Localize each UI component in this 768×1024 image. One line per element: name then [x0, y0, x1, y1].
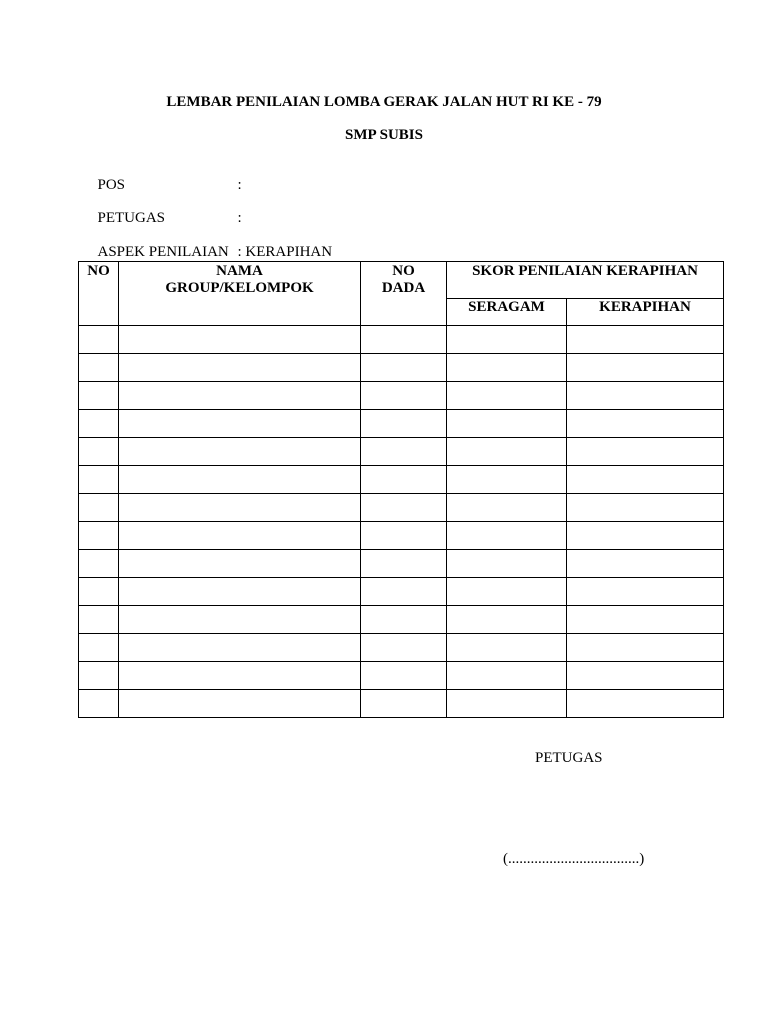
cell-seragam[interactable]: [447, 634, 567, 662]
table-row: [79, 634, 724, 662]
table-row: [79, 494, 724, 522]
cell-nama[interactable]: [119, 662, 361, 690]
cell-seragam[interactable]: [447, 382, 567, 410]
cell-kerapihan[interactable]: [567, 410, 724, 438]
cell-no-dada[interactable]: [361, 494, 447, 522]
cell-kerapihan[interactable]: [567, 438, 724, 466]
field-aspek-label: ASPEK PENILAIAN: [97, 244, 229, 260]
table-row: [79, 354, 724, 382]
cell-kerapihan[interactable]: [567, 494, 724, 522]
cell-nama[interactable]: [119, 606, 361, 634]
cell-no-dada[interactable]: [361, 354, 447, 382]
cell-no-dada[interactable]: [361, 438, 447, 466]
cell-nama[interactable]: [119, 494, 361, 522]
cell-seragam[interactable]: [447, 438, 567, 466]
signature-label: PETUGAS: [535, 750, 603, 766]
table-row: [79, 690, 724, 718]
field-petugas-label: PETUGAS: [97, 210, 166, 226]
scoring-table: [78, 261, 724, 718]
header-seragam: SERAGAM: [447, 299, 567, 326]
field-aspek-separator: :: [237, 244, 242, 260]
cell-nama[interactable]: [119, 466, 361, 494]
cell-no[interactable]: [79, 382, 119, 410]
cell-nama[interactable]: [119, 354, 361, 382]
cell-seragam[interactable]: [447, 326, 567, 354]
cell-no-dada[interactable]: [361, 662, 447, 690]
table-body: [79, 326, 724, 718]
cell-kerapihan[interactable]: [567, 578, 724, 606]
cell-no-dada[interactable]: [361, 606, 447, 634]
cell-no[interactable]: [79, 438, 119, 466]
cell-no[interactable]: [79, 410, 119, 438]
cell-no-dada[interactable]: [361, 634, 447, 662]
page-title: LEMBAR PENILAIAN LOMBA GERAK JALAN HUT RI KE - 79: [166, 94, 602, 110]
field-petugas-separator: :: [237, 210, 242, 226]
cell-kerapihan[interactable]: [567, 354, 724, 382]
signature-line: (...................................): [503, 851, 645, 867]
cell-kerapihan[interactable]: [567, 634, 724, 662]
cell-kerapihan[interactable]: [567, 606, 724, 634]
cell-nama[interactable]: [119, 522, 361, 550]
cell-seragam[interactable]: [447, 466, 567, 494]
header-kerapihan: KERAPIHAN: [567, 299, 724, 326]
field-pos-separator: :: [237, 177, 242, 193]
table-row: [79, 410, 724, 438]
cell-kerapihan[interactable]: [567, 662, 724, 690]
cell-nama[interactable]: [119, 382, 361, 410]
cell-seragam[interactable]: [447, 578, 567, 606]
field-pos-label: POS: [97, 177, 126, 193]
table-row: [79, 662, 724, 690]
cell-kerapihan[interactable]: [567, 690, 724, 718]
table-row: [79, 522, 724, 550]
table-row: [79, 326, 724, 354]
cell-no-dada[interactable]: [361, 522, 447, 550]
cell-nama[interactable]: [119, 438, 361, 466]
table-row: [79, 578, 724, 606]
cell-no-dada[interactable]: [361, 550, 447, 578]
cell-no-dada[interactable]: [361, 578, 447, 606]
table-row: [79, 550, 724, 578]
cell-nama[interactable]: [119, 578, 361, 606]
cell-nama[interactable]: [119, 326, 361, 354]
cell-seragam[interactable]: [447, 354, 567, 382]
field-petugas: [90, 193, 242, 227]
cell-seragam[interactable]: [447, 522, 567, 550]
cell-kerapihan[interactable]: [567, 522, 724, 550]
cell-no[interactable]: [79, 690, 119, 718]
table-row: [79, 466, 724, 494]
cell-no[interactable]: [79, 326, 119, 354]
cell-nama[interactable]: [119, 690, 361, 718]
cell-no-dada[interactable]: [361, 466, 447, 494]
cell-seragam[interactable]: [447, 550, 567, 578]
table-row: [79, 606, 724, 634]
cell-nama[interactable]: [119, 550, 361, 578]
cell-seragam[interactable]: [447, 662, 567, 690]
cell-seragam[interactable]: [447, 494, 567, 522]
school-name: SMP SUBIS: [345, 127, 423, 143]
header-no-dada: NO DADA: [361, 262, 447, 326]
table-row: [79, 382, 724, 410]
cell-no[interactable]: [79, 606, 119, 634]
field-aspek-penilaian: [90, 227, 332, 261]
cell-no[interactable]: [79, 634, 119, 662]
cell-seragam[interactable]: [447, 690, 567, 718]
cell-kerapihan[interactable]: [567, 550, 724, 578]
cell-no[interactable]: [79, 354, 119, 382]
cell-nama[interactable]: [119, 410, 361, 438]
cell-no-dada[interactable]: [361, 382, 447, 410]
table-row: [79, 438, 724, 466]
cell-no[interactable]: [79, 550, 119, 578]
cell-no[interactable]: [79, 662, 119, 690]
cell-no[interactable]: [79, 466, 119, 494]
cell-no[interactable]: [79, 578, 119, 606]
cell-no-dada[interactable]: [361, 410, 447, 438]
cell-no[interactable]: [79, 494, 119, 522]
cell-seragam[interactable]: [447, 606, 567, 634]
header-nama-group: NAMA GROUP/KELOMPOK: [119, 262, 361, 326]
header-no: NO: [79, 262, 119, 326]
cell-kerapihan[interactable]: [567, 326, 724, 354]
field-pos: [90, 160, 242, 194]
cell-no-dada[interactable]: [361, 690, 447, 718]
field-aspek-value: KERAPIHAN: [241, 244, 333, 260]
cell-nama[interactable]: [119, 634, 361, 662]
cell-seragam[interactable]: [447, 410, 567, 438]
cell-kerapihan[interactable]: [567, 382, 724, 410]
cell-kerapihan[interactable]: [567, 466, 724, 494]
cell-no[interactable]: [79, 522, 119, 550]
header-skor-penilaian: SKOR PENILAIAN KERAPIHAN: [447, 262, 724, 299]
cell-no-dada[interactable]: [361, 326, 447, 354]
